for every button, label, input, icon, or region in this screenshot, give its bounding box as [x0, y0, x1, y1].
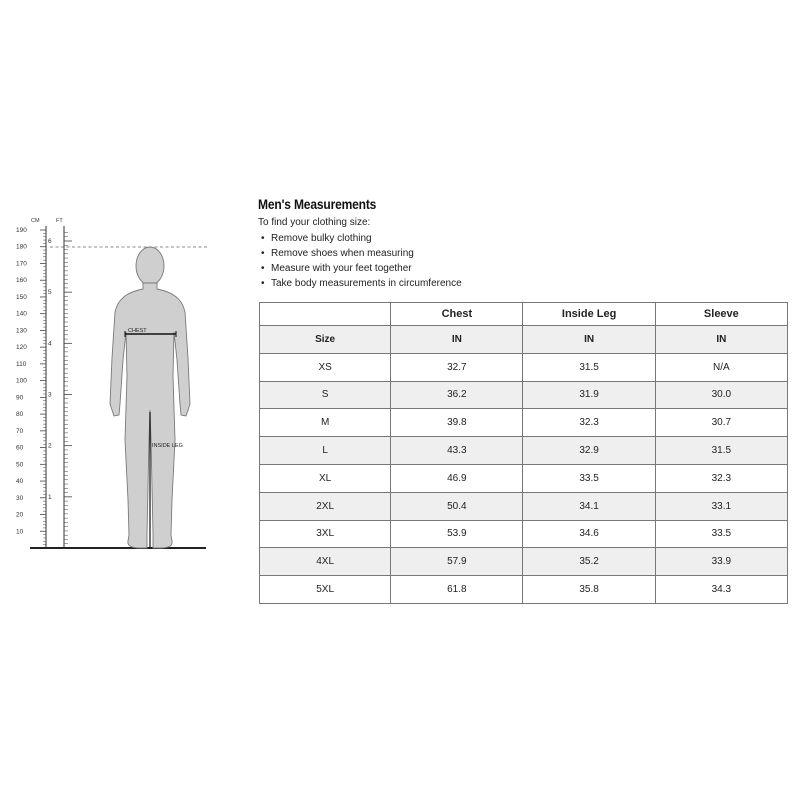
size-cell: XS: [260, 353, 391, 381]
ft-tick-label: 4: [48, 340, 52, 348]
cm-tick-label: 10: [16, 528, 24, 536]
ft-tick-label: 6: [48, 238, 52, 245]
cm-tick-label: 160: [16, 277, 27, 285]
measurement-figure-diagram: [0, 200, 240, 570]
ft-tick-label: 3: [48, 391, 52, 399]
sleeve-cell: 30.0: [655, 381, 787, 409]
instruction-list: [258, 231, 788, 291]
cm-tick-label: 150: [16, 293, 27, 301]
cm-tick-label: 60: [16, 444, 24, 452]
chest-cell: 39.8: [391, 409, 523, 437]
instruction-item: • Remove bulky clothing: [258, 231, 788, 246]
size-cell: L: [260, 437, 391, 465]
chest-label: CHEST: [128, 328, 147, 334]
table-row: [260, 576, 788, 604]
ft-tick-label: 5: [48, 289, 52, 297]
chest-cell: 46.9: [391, 464, 523, 492]
inside-leg-cell: 35.8: [523, 576, 655, 604]
chest-cell: 61.8: [391, 576, 523, 604]
inside-leg-cell: 31.9: [523, 381, 655, 409]
size-cell: 3XL: [260, 520, 391, 548]
sleeve-unit-header: IN: [655, 326, 787, 354]
cm-tick-label: 170: [16, 260, 27, 268]
inside-leg-unit-header: IN: [523, 326, 655, 354]
inside-leg-cell: 32.3: [523, 409, 655, 437]
cm-tick-label: 180: [16, 243, 27, 251]
size-cell: S: [260, 381, 391, 409]
table-group-header-row: [260, 303, 788, 326]
chest-cell: 43.3: [391, 437, 523, 465]
figure-head: [136, 247, 164, 285]
inside-leg-cell: 35.2: [523, 548, 655, 576]
cm-tick-label: 50: [16, 461, 24, 469]
cm-tick-label: 110: [16, 360, 27, 368]
sleeve-cell: 34.3: [655, 576, 787, 604]
sleeve-cell: N/A: [655, 353, 787, 381]
ft-tick-label: 2: [48, 442, 52, 450]
table-row: [260, 409, 788, 437]
chest-cell: 36.2: [391, 381, 523, 409]
table-body: [260, 353, 788, 603]
cm-tick-label: 100: [16, 377, 27, 385]
table-row: [260, 492, 788, 520]
sleeve-cell: 33.1: [655, 492, 787, 520]
cm-tick-label: 130: [16, 327, 27, 335]
instruction-item: • Remove shoes when measuring: [258, 246, 788, 261]
inside-leg-cell: 34.1: [523, 492, 655, 520]
inside-leg-cell: 32.9: [523, 437, 655, 465]
group-header-blank: [260, 303, 391, 326]
sleeve-cell: 33.9: [655, 548, 787, 576]
ft-ticks: [48, 232, 72, 548]
ft-axis-label: FT: [56, 218, 63, 224]
sleeve-cell: 32.3: [655, 464, 787, 492]
table-row: [260, 548, 788, 576]
group-header-chest: Chest: [391, 303, 523, 326]
cm-tick-label: 80: [16, 411, 24, 419]
sleeve-cell: 30.7: [655, 409, 787, 437]
page-title: Men's Measurements: [258, 196, 377, 212]
size-cell: 5XL: [260, 576, 391, 604]
sleeve-cell: 31.5: [655, 437, 787, 465]
inside-leg-cell: 33.5: [523, 464, 655, 492]
size-cell: M: [260, 409, 391, 437]
inside-leg-cell: 31.5: [523, 353, 655, 381]
cm-tick-label: 30: [16, 494, 24, 502]
instruction-item: • Measure with your feet together: [258, 261, 788, 276]
table-unit-header-row: [260, 326, 788, 354]
size-cell: 2XL: [260, 492, 391, 520]
cm-ticks: [16, 227, 46, 548]
cm-axis-label: CM: [31, 218, 40, 224]
instructions-intro: To find your clothing size:: [258, 217, 371, 228]
inside-leg-label: INSIDE LEG: [152, 443, 183, 449]
table-row: [260, 353, 788, 381]
table-row: [260, 437, 788, 465]
group-header-sleeve: Sleeve: [655, 303, 787, 326]
chest-cell: 57.9: [391, 548, 523, 576]
cm-tick-label: 90: [16, 394, 24, 402]
cm-tick-label: 40: [16, 478, 24, 486]
table-row: [260, 464, 788, 492]
cm-tick-label: 140: [16, 310, 27, 318]
size-chart-table: [259, 302, 788, 604]
size-cell: 4XL: [260, 548, 391, 576]
chest-cell: 53.9: [391, 520, 523, 548]
cm-tick-label: 190: [16, 227, 27, 234]
measurement-instructions: [258, 196, 788, 291]
chest-cell: 50.4: [391, 492, 523, 520]
sleeve-cell: 33.5: [655, 520, 787, 548]
group-header-inside-leg: Inside Leg: [523, 303, 655, 326]
cm-tick-label: 20: [16, 511, 24, 519]
instruction-item: • Take body measurements in circumference: [258, 276, 788, 291]
size-column-header: Size: [260, 326, 391, 354]
size-cell: XL: [260, 464, 391, 492]
table-row: [260, 381, 788, 409]
inside-leg-cell: 34.6: [523, 520, 655, 548]
table-row: [260, 520, 788, 548]
ft-tick-label: 1: [48, 493, 52, 501]
cm-tick-label: 120: [16, 344, 27, 352]
cm-tick-label: 70: [16, 427, 24, 435]
chest-cell: 32.7: [391, 353, 523, 381]
chest-unit-header: IN: [391, 326, 523, 354]
